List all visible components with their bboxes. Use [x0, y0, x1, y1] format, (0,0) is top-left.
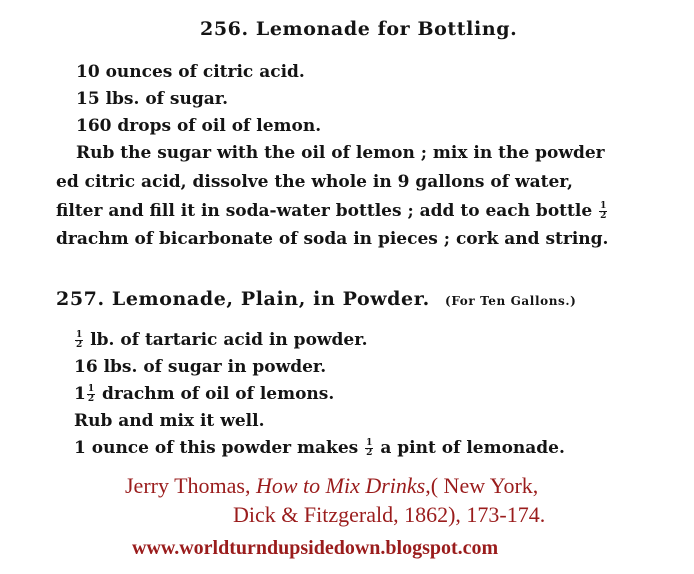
recipe-257-line	[74, 438, 565, 458]
recipe-257-line: Rub and mix it well.	[74, 411, 265, 431]
citation-author: Jerry Thomas,	[125, 473, 256, 498]
mixed-number-whole: 1	[74, 384, 86, 404]
blog-url: www.worldturndupsidedown.blogspot.com	[132, 537, 499, 559]
recipe-257-heading	[56, 288, 576, 310]
line-text: 1 ounce of this powder makes	[74, 438, 359, 458]
citation-place: ,( New York,	[425, 473, 539, 498]
recipe-256-direction: Rub the sugar with the oil of lemon ; mix in the powder	[76, 143, 605, 163]
half-fraction: $\frac{1}{2}$	[87, 384, 95, 404]
recipe-256-ingredient: 160 drops of oil of lemon.	[76, 116, 322, 136]
recipe-256-direction	[56, 201, 608, 221]
half-fraction: $\frac{1}{2}$	[600, 201, 607, 221]
recipe-257-line	[74, 330, 368, 350]
line-text: lb. of tartaric acid in powder.	[90, 330, 368, 350]
recipe-256-direction: drachm of bicarbonate of soda in pieces ; cork and string.	[56, 229, 609, 249]
recipe-257-line: 16 lbs. of sugar in powder.	[74, 357, 327, 377]
recipe-256-direction: ed citric acid, dissolve the whole in 9 gallons of water,	[56, 172, 573, 192]
half-fraction: $\frac{1}{2}$	[366, 438, 373, 458]
half-fraction: $\frac{1}{2}$	[76, 330, 83, 350]
recipe-257-line	[74, 384, 334, 404]
heading-text: 257. Lemonade, Plain, in Powder.	[56, 288, 430, 310]
direction-text: filter and fill it in soda-water bottles ; add to each bottle	[56, 201, 593, 221]
yield-note: (For Ten Gallons.)	[445, 294, 577, 308]
recipe-256-heading: 256. Lemonade for Bottling.	[200, 18, 518, 40]
citation-title: How to Mix Drinks	[255, 473, 426, 498]
recipe-256-ingredient: 10 ounces of citric acid.	[76, 62, 305, 82]
line-text: drachm of oil of lemons.	[102, 384, 335, 404]
recipe-256-ingredient: 15 lbs. of sugar.	[76, 89, 229, 109]
line-text: a pint of lemonade.	[380, 438, 565, 458]
citation-line-1	[125, 473, 538, 499]
citation-line-2: Dick & Fitzgerald, 1862), 173-174.	[233, 502, 546, 527]
